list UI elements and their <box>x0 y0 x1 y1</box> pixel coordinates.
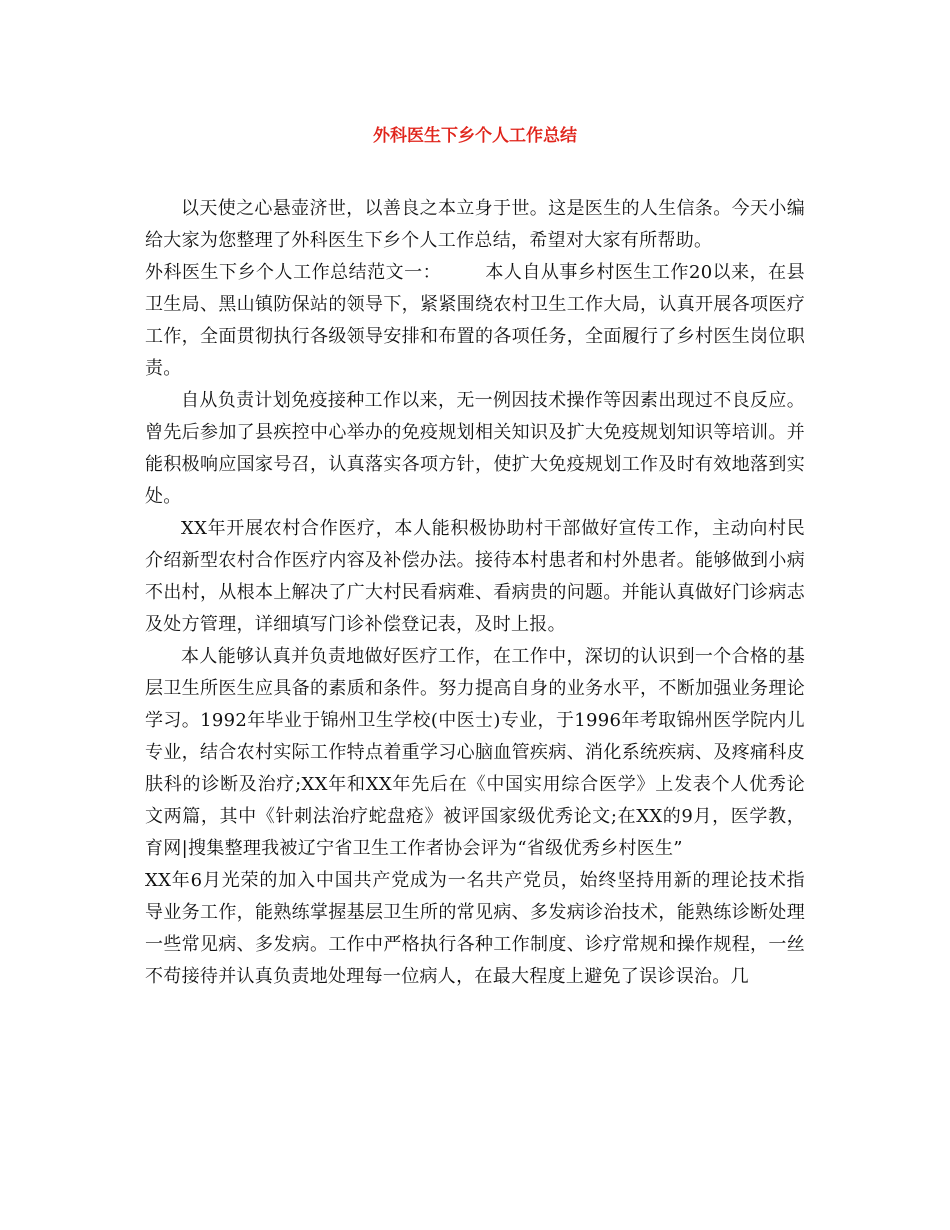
sample-paragraph <box>145 257 805 385</box>
body-paragraph-medical-work: 本人能够认真并负责地做好医疗工作，在工作中，深切的认识到一个合格的基层卫生所医生应具备的素质和条件。努力提高自身的业务水平，不断加强业务理论学习。1992年毕业于锦州卫生学校(中医士)专业，于1996年考取锦州医学院内儿专业，结合农村实际工作特点着重学习心脑血管疾病、消化系统疾病、及疼痛科皮肤科的诊断及治疗;XX年和XX年先后在《中国实用综合医学》上发表个人优秀论文两篇，其中《针刺法治疗蛇盘疮》被评国家级优秀论文;在XX的9月，医学教，育网|搜集整理我被辽宁省卫生工作者协会评为“省级优秀乡村医生” <box>145 646 805 859</box>
document-body <box>145 193 805 993</box>
body-paragraph-cooperative-medical: XX年开展农村合作医疗，本人能积极协助村干部做好宣传工作，主动向村民介绍新型农村合作医疗内容及补偿办法。接待本村患者和村外患者。能够做到小病不出村，从根本上解决了广大村民看病难、看病贵的问题。并能认真做好门诊病志及处方管理，详细填写门诊补偿登记表，及时上报。 <box>145 518 805 635</box>
sample-first-text: 本人自从事乡村医生工作20以来，在县卫生局、黑山镇防保站的领导下，紧紧围绕农村卫生工作大局，认真开展各项医疗工作，全面贯彻执行各级领导安排和布置的各项任务，全面履行了乡村医生岗位职责。 <box>145 262 805 379</box>
document-title: 外科医生下乡个人工作总结 <box>373 126 577 146</box>
body-paragraph-immunization: 自从负责计划免疫接种工作以来，无一例因技术操作等因素出现过不良反应。曾先后参加了县疾控中心举办的免疫规划相关知识及扩大免疫规划知识等培训。并能积极响应国家号召，认真落实各项方针，使扩大免疫规划工作及时有效地落到实处。 <box>145 390 805 507</box>
intro-paragraph: 以天使之心悬壶济世，以善良之本立身于世。这是医生的人生信条。今天小编给大家为您整理了外科医生下乡个人工作总结，希望对大家有所帮助。 <box>145 198 805 251</box>
sample-heading: 外科医生下乡个人工作总结范文一： <box>145 262 442 283</box>
body-paragraph-party-membership: XX年6月光荣的加入中国共产党成为一名共产党员，始终坚持用新的理论技术指导业务工作，能熟练掌握基层卫生所的常见病、多发病诊治技术，能熟练诊断处理一些常见病、多发病。工作中严格执行各种工作制度、诊疗常规和操作规程，一丝不苟接待并认真负责地处理每一位病人，在最大程度上避免了误诊误治。几 <box>145 870 805 987</box>
